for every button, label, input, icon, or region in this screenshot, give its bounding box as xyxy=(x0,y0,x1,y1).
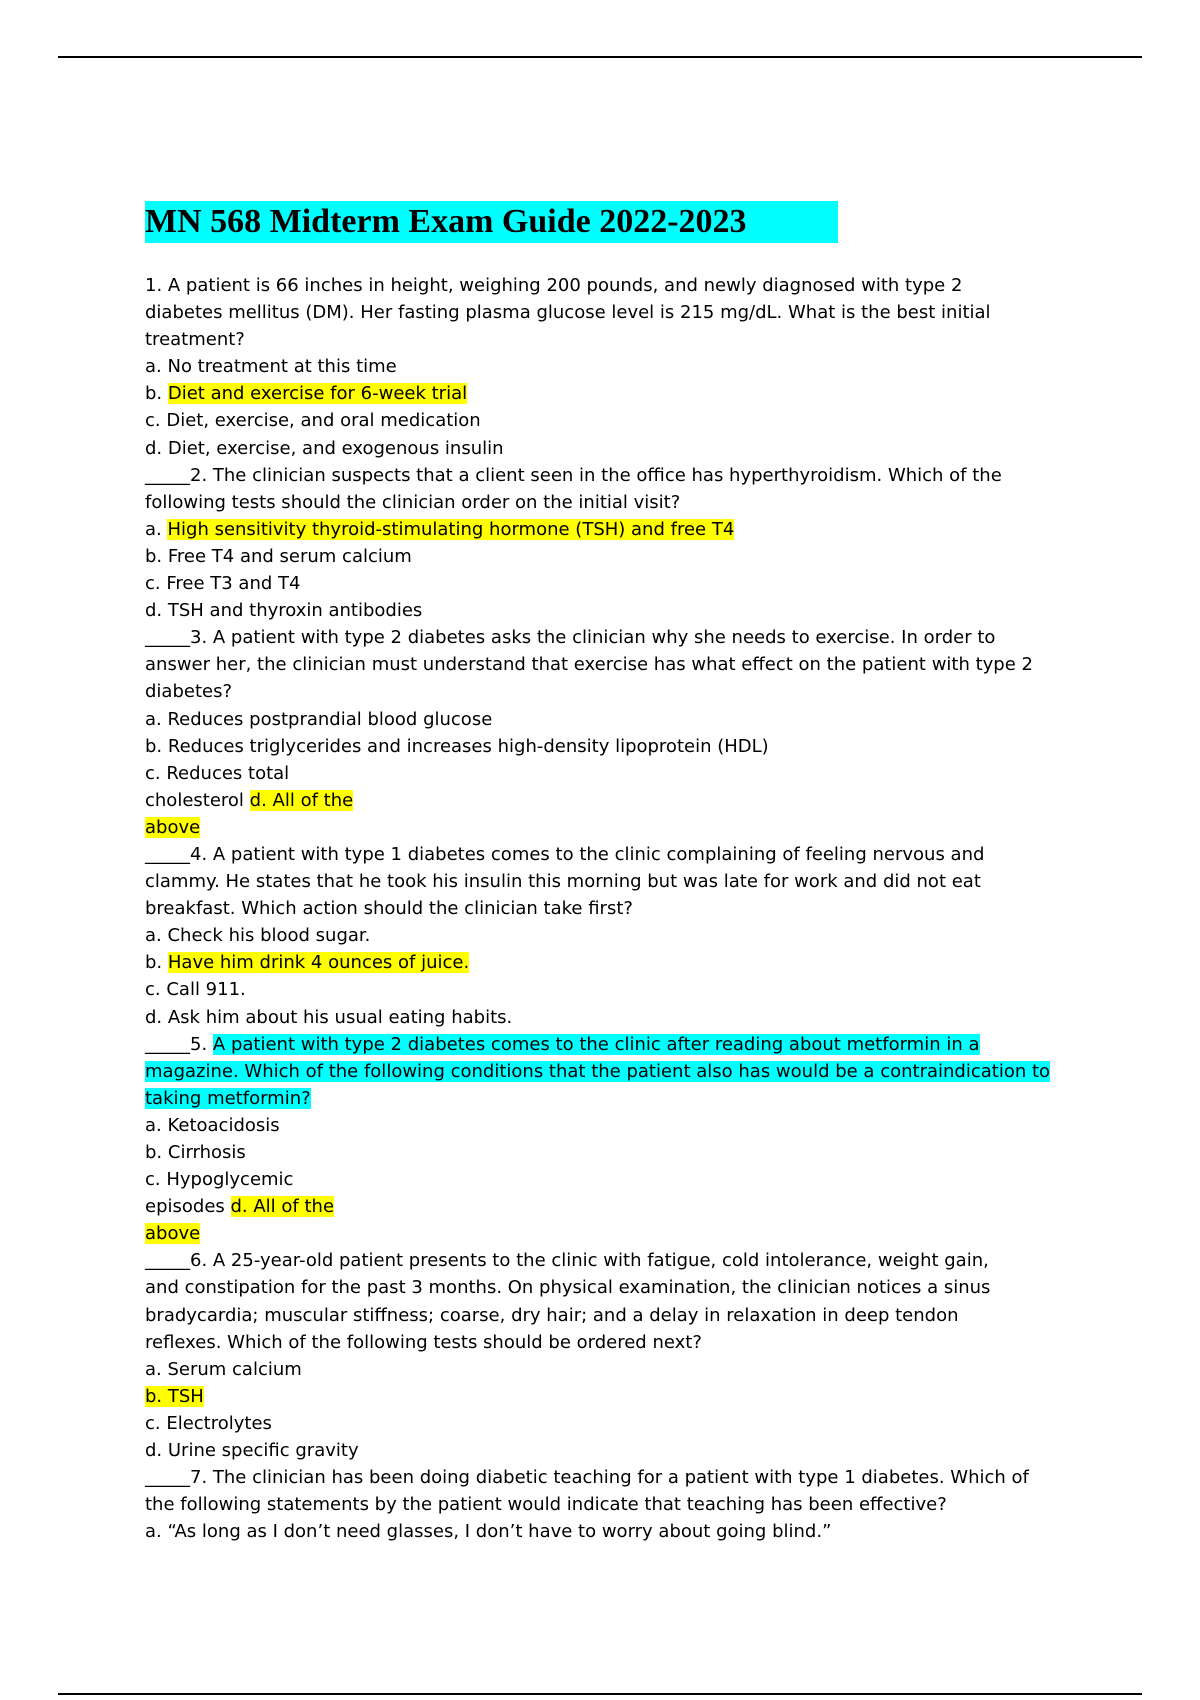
text-line xyxy=(145,407,1065,434)
text-segment: a. Ketoacidosis xyxy=(145,1114,280,1136)
text-line xyxy=(145,1356,1065,1383)
text-segment: b. xyxy=(145,383,168,405)
text-line xyxy=(145,1220,1065,1247)
text-line xyxy=(145,706,1065,733)
text-line xyxy=(145,760,1065,787)
text-line xyxy=(145,1139,1065,1166)
text-line xyxy=(145,1302,1065,1329)
text-segment: a. Check his blood sugar. xyxy=(145,925,371,947)
text-line xyxy=(145,543,1065,570)
text-segment: d. Ask him about his usual eating habits. xyxy=(145,1006,513,1028)
text-segment: b. Free T4 and serum calcium xyxy=(145,545,412,567)
text-segment: _____2. The clinician suspects that a client seen in the office has hyperthyroidism. Which of the xyxy=(145,464,1002,486)
text-line xyxy=(145,1112,1065,1139)
text-line xyxy=(145,895,1065,922)
text-line xyxy=(145,380,1065,407)
text-segment: clammy. He states that he took his insulin this morning but was late for work and did not eat xyxy=(145,871,981,893)
text-segment: answer her, the clinician must understand that exercise has what effect on the patient with type 2 xyxy=(145,654,1033,676)
text-line xyxy=(145,733,1065,760)
text-line xyxy=(145,1085,1065,1112)
text-segment: _____5. xyxy=(145,1033,213,1055)
text-line xyxy=(145,489,1065,516)
text-line xyxy=(145,1329,1065,1356)
text-segment: _____3. A patient with type 2 diabetes asks the clinician why she needs to exercise. In order to xyxy=(145,627,996,649)
text-segment: b. Cirrhosis xyxy=(145,1142,246,1163)
text-line xyxy=(145,570,1065,597)
text-segment: a. xyxy=(145,518,168,540)
text-line xyxy=(145,326,1065,353)
text-segment: _____6. A 25-year-old patient presents to the clinic with fatigue, cold intolerance, weight gain, xyxy=(145,1250,989,1272)
text-segment: diabetes mellitus (DM). Her fasting plasma glucose level is 215 mg/dL. What is the best initial xyxy=(145,302,991,324)
text-line xyxy=(145,1274,1065,1301)
text-line xyxy=(145,272,1065,299)
text-line xyxy=(145,814,1065,841)
text-segment: _____7. The clinician has been doing diabetic teaching for a patient with type 1 diabetes. Which of xyxy=(145,1467,1029,1489)
text-line xyxy=(145,1518,1065,1545)
text-segment: a. “As long as I don’t need glasses, I don’t have to worry about going blind.” xyxy=(145,1521,832,1543)
text-line xyxy=(145,841,1065,868)
text-line xyxy=(145,516,1065,543)
text-line xyxy=(145,462,1065,489)
text-segment: 1. A patient is 66 inches in height, weighing 200 pounds, and newly diagnosed with type 2 xyxy=(145,275,963,296)
text-line xyxy=(145,299,1065,326)
text-segment: following tests should the clinician order on the initial visit? xyxy=(145,491,681,513)
highlighted-text: A patient with type 2 diabetes comes to the clinic after reading about metformin in a xyxy=(212,1033,980,1055)
text-line xyxy=(145,597,1065,624)
text-line xyxy=(145,922,1065,949)
text-segment: _____4. A patient with type 1 diabetes comes to the clinic complaining of feeling nervous and xyxy=(145,843,985,865)
text-line xyxy=(145,868,1065,895)
highlighted-text: Have him drink 4 ounces of juice. xyxy=(167,952,470,974)
bottom-rule xyxy=(58,1693,1142,1695)
text-segment: a. Reduces postprandial blood glucose xyxy=(145,708,493,730)
text-line xyxy=(145,624,1065,651)
text-segment: c. Call 911. xyxy=(145,979,246,1001)
text-line xyxy=(145,1031,1065,1058)
text-line xyxy=(145,1491,1065,1518)
text-segment: reflexes. Which of the following tests should be ordered next? xyxy=(145,1331,702,1353)
text-segment: c. Reduces total xyxy=(145,762,290,784)
text-segment: bradycardia; muscular stiffness; coarse, dry hair; and a delay in relaxation in deep tendon xyxy=(145,1304,959,1326)
text-segment: b. Reduces triglycerides and increases high-density lipoprotein (HDL) xyxy=(145,735,769,757)
document-body xyxy=(145,272,1065,1545)
text-segment: d. Urine specific gravity xyxy=(145,1440,359,1462)
text-segment: episodes xyxy=(145,1196,231,1218)
text-line xyxy=(145,1410,1065,1437)
text-segment: breakfast. Which action should the clinician take first? xyxy=(145,898,633,920)
highlighted-text: above xyxy=(145,1223,201,1245)
text-segment: d. Diet, exercise, and exogenous insulin xyxy=(145,437,504,459)
highlighted-text: d. All of the xyxy=(230,1196,335,1218)
highlighted-text: High sensitivity thyroid-stimulating hormone (TSH) and free T4 xyxy=(167,518,735,540)
highlighted-text: taking metformin? xyxy=(145,1087,311,1109)
text-line xyxy=(145,1058,1065,1085)
text-segment: c. Hypoglycemic xyxy=(145,1169,294,1191)
highlighted-text: b. TSH xyxy=(145,1385,204,1407)
top-rule xyxy=(58,56,1142,58)
text-line xyxy=(145,1437,1065,1464)
text-segment: cholesterol xyxy=(145,789,250,811)
text-segment: c. Diet, exercise, and oral medication xyxy=(145,410,481,432)
text-line xyxy=(145,1166,1065,1193)
highlighted-text: d. All of the xyxy=(249,789,354,811)
text-line xyxy=(145,353,1065,380)
text-segment: a. Serum calcium xyxy=(145,1358,302,1380)
text-line xyxy=(145,678,1065,705)
text-line xyxy=(145,1193,1065,1220)
text-line xyxy=(145,1247,1065,1274)
document-title: MN 568 Midterm Exam Guide 2022-2023 xyxy=(145,201,838,243)
text-segment: a. No treatment at this time xyxy=(145,356,397,378)
text-line xyxy=(145,1004,1065,1031)
text-line xyxy=(145,1383,1065,1410)
highlighted-text: magazine. Which of the following conditions that the patient also has would be a contraindication to xyxy=(145,1060,1051,1082)
text-segment: treatment? xyxy=(145,329,245,351)
text-line xyxy=(145,976,1065,1003)
text-segment: the following statements by the patient would indicate that teaching has been effective? xyxy=(145,1494,947,1516)
text-line xyxy=(145,651,1065,678)
text-segment: and constipation for the past 3 months. On physical examination, the clinician notices a sinus xyxy=(145,1277,991,1299)
text-segment: d. TSH and thyroxin antibodies xyxy=(145,600,423,622)
highlighted-text: above xyxy=(145,816,201,838)
text-segment: c. Free T3 and T4 xyxy=(145,573,301,595)
text-line xyxy=(145,1464,1065,1491)
text-line xyxy=(145,435,1065,462)
text-line xyxy=(145,787,1065,814)
text-segment: c. Electrolytes xyxy=(145,1412,272,1434)
text-segment: diabetes? xyxy=(145,681,233,703)
text-segment: b. xyxy=(145,952,168,974)
text-line xyxy=(145,949,1065,976)
highlighted-text: Diet and exercise for 6-week trial xyxy=(167,383,468,405)
